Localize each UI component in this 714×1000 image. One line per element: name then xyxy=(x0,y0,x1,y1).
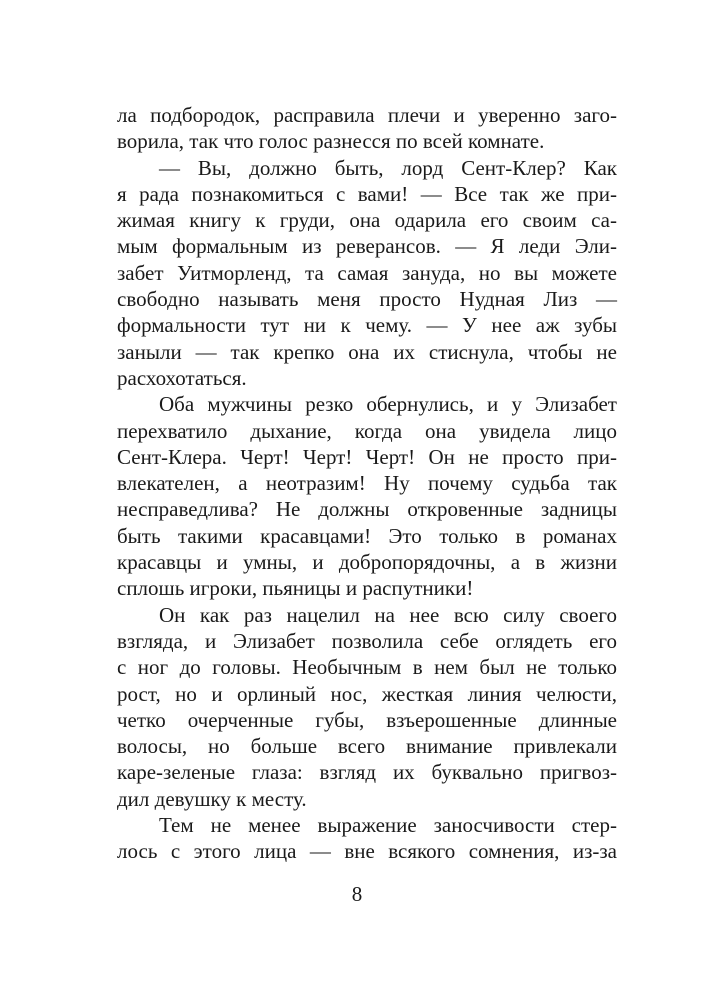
text-line: рост, но и орлиный нос, жесткая линия челюсти, xyxy=(117,681,617,706)
text-line: Сент-Клера. Черт! Черт! Черт! Он не просто при- xyxy=(117,444,617,469)
text-line: формальности тут ни к чему. — У нее аж зубы xyxy=(117,313,617,338)
paragraph xyxy=(117,155,617,392)
text-line: заныли — так крепко она их стиснула, чтобы не xyxy=(117,339,617,364)
text-line: четко очерченные губы, взъерошенные длинные xyxy=(117,707,617,732)
text-line: ворила, так что голос разнесся по всей комнате. xyxy=(117,129,545,154)
text-line: дил девушку к месту. xyxy=(117,786,307,811)
text-line: влекателен, а неотразим! Ну почему судьба так xyxy=(117,471,617,496)
text-line: взгляда, и Элизабет позволила себе оглядеть его xyxy=(117,628,617,653)
text-line: забет Уитморленд, та самая зануда, но вы можете xyxy=(117,260,617,285)
text-line: Тем не менее выражение заносчивости стер- xyxy=(159,813,617,838)
text-line: быть такими красавцами! Это только в романах xyxy=(117,523,617,548)
text-line: Он как раз нацелил на нее всю силу своего xyxy=(159,602,617,627)
text-line: я рада познакомиться с вами! — Все так же при- xyxy=(117,181,617,206)
text-line: мым формальным из реверансов. — Я леди Эли- xyxy=(117,234,617,259)
paragraph xyxy=(117,812,617,865)
paragraph xyxy=(117,602,617,812)
paragraph xyxy=(117,391,617,601)
text-line: волосы, но больше всего внимание привлекали xyxy=(117,734,617,759)
text-line: ла подбородок, расправила плечи и уверенно заго- xyxy=(117,103,617,127)
text-line: несправедлива? Не должны откровенные задницы xyxy=(117,497,617,522)
text-line: Оба мужчины резко обернулись, и у Элизабет xyxy=(159,392,617,417)
text-line: перехватило дыхание, когда она увидела лицо xyxy=(117,418,617,443)
text-line: расхохотаться. xyxy=(117,365,247,390)
text-line: — Вы, должно быть, лорд Сент-Клер? Как xyxy=(159,155,617,180)
text-line: красавцы и умны, и добропорядочны, а в жизни xyxy=(117,550,617,575)
text-line: жимая книгу к груди, она одарила его своим са- xyxy=(117,208,617,233)
body-text xyxy=(117,102,617,865)
text-line: сплошь игроки, пьяницы и распутники! xyxy=(117,576,474,601)
text-line: с ног до головы. Необычным в нем был не только xyxy=(117,655,617,680)
page-number: 8 xyxy=(351,882,363,906)
text-line: каре-зеленые глаза: взгляд их буквально пригвоз- xyxy=(117,760,617,785)
text-line: лось с этого лица — вне всякого сомнения, из-за xyxy=(117,839,617,864)
paragraph xyxy=(117,102,617,155)
text-line: свободно называть меня просто Нудная Лиз — xyxy=(117,287,617,312)
